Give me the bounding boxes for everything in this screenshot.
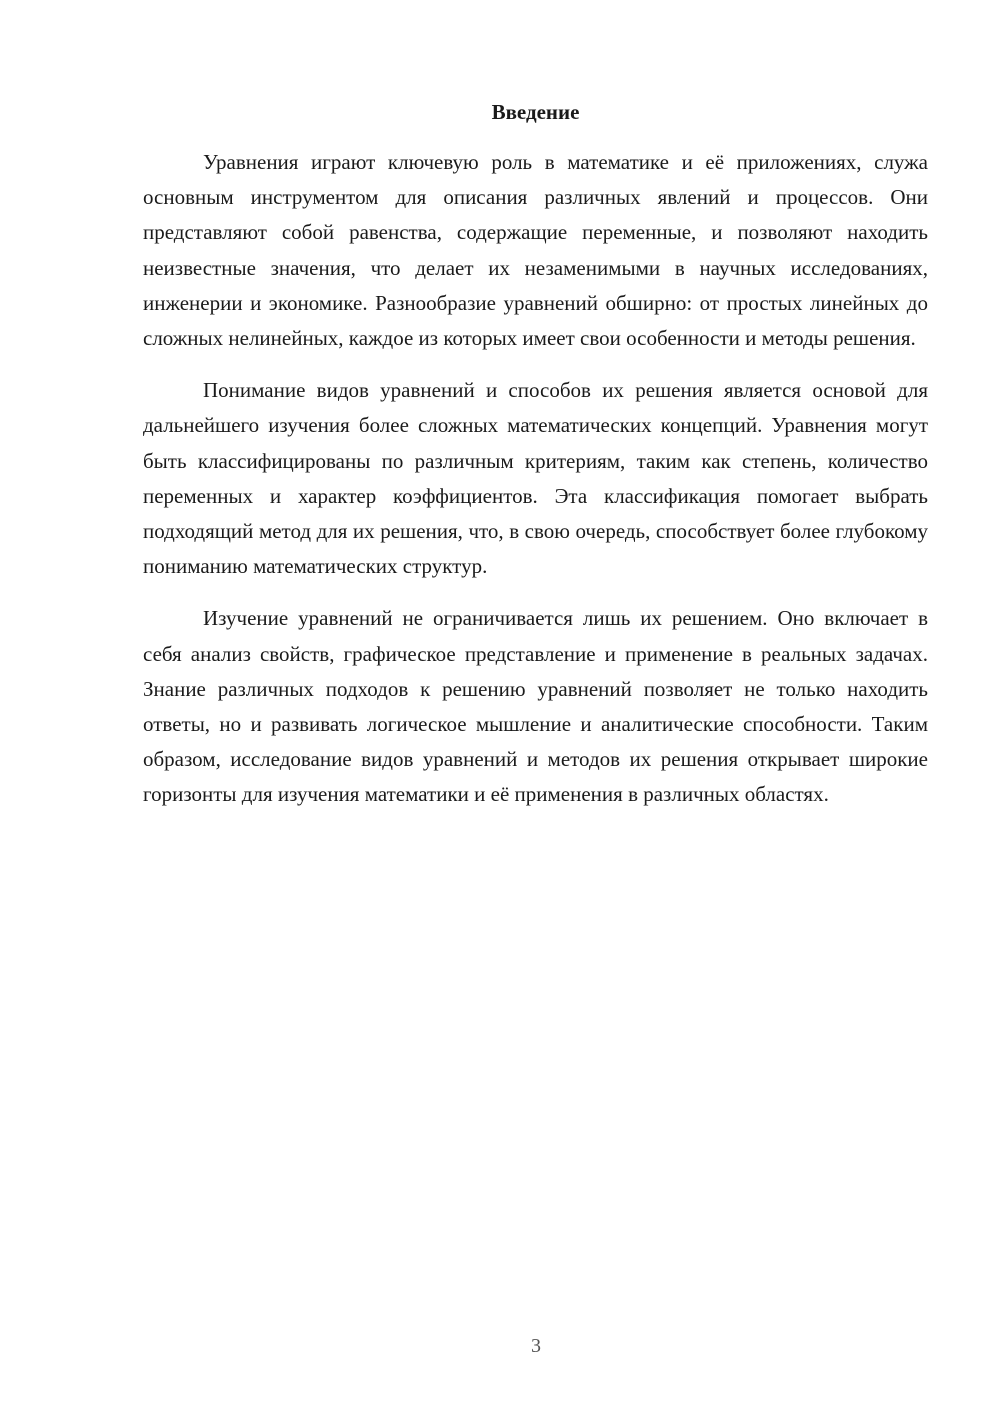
paragraph-1: Уравнения играют ключевую роль в математике и её приложениях, служа основным инструментом для описания различных явлений и процессов. Они представляют собой равенства, содержащие переменные, и позволяют находить неизвестные значения, что делает их незаменимыми в научных исследованиях, инженерии и экономике. Разнообразие уравнений обширно: от простых линейных до сложных нелинейных, каждое из которых имеет свои особенности и методы решения. — [143, 150, 928, 351]
section-title: Введение — [491, 100, 580, 124]
document-body — [143, 145, 928, 830]
paragraph-3: Изучение уравнений не ограничивается лишь их решением. Оно включает в себя анализ свойств, графическое представление и применение в реальных задачах. Знание различных подходов к решению уравнений позволяет не только находить ответы, но и развивать логическое мышление и аналитические способности. Таким образом, исследование видов уравнений и методов их решения открывает широкие горизонты для изучения математики и её применения в различных областях. — [143, 606, 928, 807]
page-number: 3 — [531, 1335, 541, 1357]
paragraph-2: Понимание видов уравнений и способов их решения является основой для дальнейшего изучения более сложных математических концепций. Уравнения могут быть классифицированы по различным критериям, таким как степень, количество переменных и характер коэффициентов. Эта классификация помогает выбрать подходящий метод для их решения, что, в свою очередь, способствует более глубокому пониманию математических структур. — [143, 378, 928, 579]
